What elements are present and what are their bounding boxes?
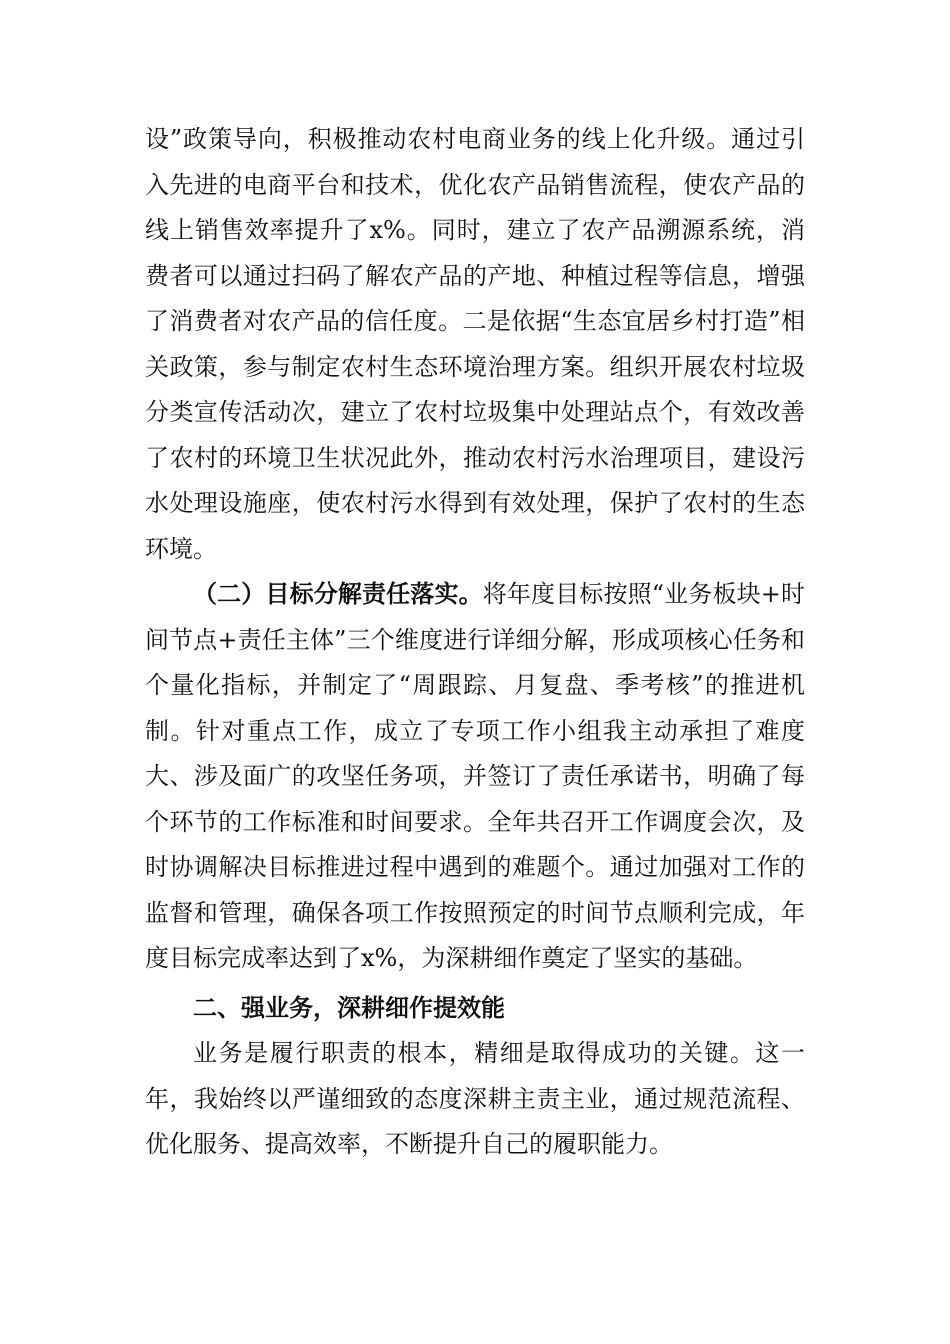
paragraph-lead-subheading: （二）目标分解责任落实。 — [193, 580, 483, 608]
paragraph-business-intro: 业务是履行职责的根本，精细是取得成功的关键。这一年，我始终以严谨细致的态度深耕主责主业，通过规范流程、优化服务、提高效率，不断提升自己的履职能力。 — [145, 1039, 805, 1158]
section-heading: 二、强业务，深耕细作提效能 — [193, 993, 505, 1022]
paragraph-policy-implementation: 设”政策导向，积极推动农村电商业务的线上化升级。通过引入先进的电商平台和技术，优化农产品销售流程，使农产品的线上销售效率提升了x%。同时，建立了农产品溯源系统，消费者可以通过扫码了解农产品的产地、种植过程等信息，增强了消费者对农产品的信任度。二是依据“生态宜居乡村打造”相关政策，参与制定农村生态环境治理方案。组织开展农村垃圾分类宣传活动次，建立了农村垃圾集中处理站点个，有效改善了农村的环境卫生状况此外，推动农村污水治理项目，建设污水处理设施座，使农村污水得到有效处理，保护了农村的生态环境。 — [145, 125, 805, 563]
paragraph-goal-decomposition-body: 将年度目标按照“业务板块+时间节点+责任主体”三个维度进行详细分解，形成项核心任务和个量化指标，并制定了“周跟踪、月复盘、季考核”的推进机制。针对重点工作，成立了专项工作小组我主动承担了难度大、涉及面广的攻坚任务项，并签订了责任承诺书，明确了每个环节的工作标准和时间要求。全年共召开工作调度会次，及时协调解决目标推进过程中遇到的难题个。通过加强对工作的监督和管理，确保各项工作按照预定的时间节点顺利完成，年度目标完成率达到了x%，为深耕细作奠定了坚实的基础。 — [145, 580, 805, 972]
paragraph-goal-decomposition — [145, 572, 805, 982]
document-body — [145, 117, 805, 1168]
